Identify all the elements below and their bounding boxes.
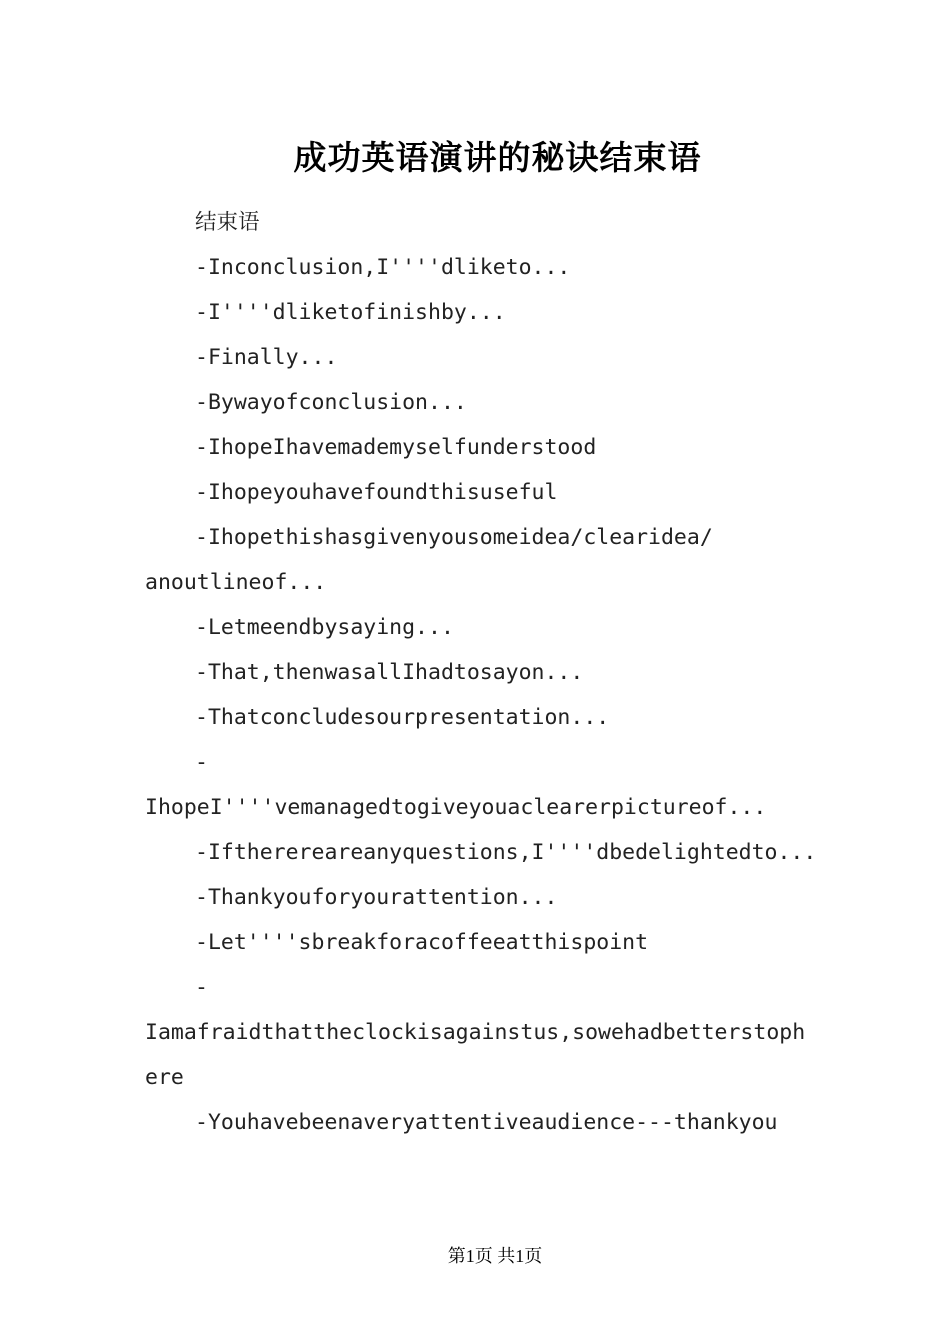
body-line: -Inconclusion,I''''dliketo... <box>195 255 571 280</box>
body-line: -Youhavebeenaveryattentiveaudience---thankyou <box>195 1110 778 1135</box>
body-line: -Finally... <box>195 345 338 370</box>
body-line-continuation: anoutlineof... <box>145 570 327 595</box>
body-line-continuation: Iamafraidthattheclockisagainstus,sowehadbetterstoph <box>145 1020 806 1045</box>
body-line: -Let''''sbreakforacoffeeatthispoint <box>195 930 649 955</box>
page-footer: 第1页 共1页 <box>447 1246 543 1266</box>
body-line: -That,thenwasallIhadtosayon... <box>195 660 584 685</box>
body-line: -IhopeIhavemademyselfunderstood <box>195 435 597 460</box>
body-line: -Iftherereareanyquestions,I''''dbedelightedto... <box>195 840 817 865</box>
body-line: -Thatconcludesourpresentation... <box>195 705 610 730</box>
document-title: 成功英语演讲的秘诀结束语 <box>293 138 702 177</box>
body-line-continuation: IhopeI''''vemanagedtogiveyouaclearerpictureof... <box>145 795 767 820</box>
body-line: -Ihopethishasgivenyousomeidea/clearidea/ <box>195 525 713 550</box>
body-line-continuation: ere <box>145 1065 184 1090</box>
body-line: 结束语 <box>195 210 260 235</box>
body-line: -Letmeendbysaying... <box>195 615 454 640</box>
body-line: -Thankyouforyourattention... <box>195 885 558 910</box>
body-line: - <box>195 975 208 1000</box>
body-line: - <box>195 750 208 775</box>
body-line: -Bywayofconclusion... <box>195 390 467 415</box>
body-line: -I''''dliketofinishby... <box>195 300 506 325</box>
body-line: -Ihopeyouhavefoundthisuseful <box>195 480 558 505</box>
document-body <box>145 200 817 1145</box>
